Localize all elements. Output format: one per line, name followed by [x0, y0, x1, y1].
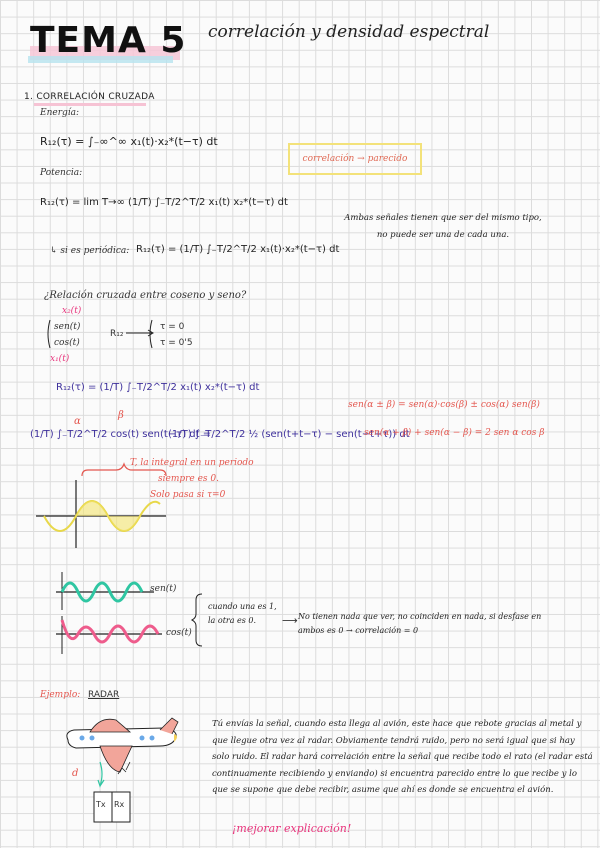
x1-label: x₁(t): [50, 354, 70, 364]
wave-cos-label: cos(t): [166, 628, 192, 638]
r12-equation-blue: R₁₂(τ) = (1/T) ∫₋T/2^T/2 x₁(t) x₂*(t−τ) dt: [56, 382, 260, 393]
airplane-icon: [60, 712, 190, 832]
cross-question: ¿Relación cruzada entre coseno y seno?: [44, 290, 247, 301]
big-equation-left: (1/T) ∫₋T/2^T/2 cos(t) sen(t−τ) dt =: [30, 429, 212, 440]
tx-label: Tx: [96, 800, 106, 809]
wave-conclusion-note: No tienen nada que ver, no coinciden en nada, si desfase en ambos es 0 → correlación = 0: [298, 612, 542, 635]
improve-note: ¡mejorar explicación!: [232, 822, 352, 835]
beta-label: β: [118, 410, 124, 421]
energia-label: Energía:: [40, 108, 80, 118]
r12-label: R₁₂: [110, 329, 124, 339]
section-heading: 1. CORRELACIÓN CRUZADA: [24, 92, 155, 102]
wave-arrow-icon: ⟶: [282, 614, 298, 627]
trig-identity-2: sen(α + β) + sen(α − β) = 2 sen α cos β: [364, 428, 545, 438]
example-label: Ejemplo:: [40, 690, 81, 700]
rx-label: Rx: [114, 800, 125, 809]
tau-half: τ = 0'5: [160, 338, 193, 348]
big-equation-right: (1/T) ∫₋T/2^T/2 ½ (sen(t+t−τ) − sen(t−t+τ)) dt: [168, 429, 410, 440]
period-note-1: T, la integral en un periodo: [130, 458, 254, 468]
cos-label: cos(t): [54, 338, 80, 348]
alpha-label: α: [74, 416, 81, 427]
x2-label: x₂(t): [62, 306, 82, 316]
period-note-2: siempre es 0.: [158, 474, 220, 484]
radar-explanation: Tú envías la señal, cuando esta llega al avión, este hace que rebote gracias al metal y que llegue otra vez al radar. Obviamente tendrá ruido, pero no será igual que si hay solo ruido. El radar hará correlación entre la señal que recibe todo el rato (el radar está continuamente recibiendo y enviando) si encuentra parecido entre lo que recibe y lo que se supone que debe recibir, asume que ahí es donde se encuentra el avión.: [212, 719, 593, 795]
signal-type-note: Ambas señales tienen que ser del mismo tipo, no puede ser una de cada una.: [344, 213, 542, 240]
potencia-equation: R₁₂(τ) = lim T→∞ (1/T) ∫₋T/2^T/2 x₁(t) x₂*(t−τ) dt: [40, 197, 288, 208]
wave-sen-label: sen(t): [150, 584, 177, 594]
periodic-equation: R₁₂(τ) = (1/T) ∫₋T/2^T/2 x₁(t)·x₂*(t−τ) dt: [136, 244, 340, 255]
potencia-label: Potencia:: [40, 168, 83, 178]
periodic-label: ↳ si es periódica:: [50, 246, 130, 256]
tau-zero: τ = 0: [160, 322, 185, 332]
trig-identity-1: sen(α ± β) = sen(α)·cos(β) ± cos(α) sen(β): [348, 400, 540, 410]
sen-label: sen(t): [54, 322, 81, 332]
energia-equation: R₁₂(τ) = ∫₋∞^∞ x₁(t)·x₂*(t−τ) dt: [40, 135, 218, 148]
example-name: RADAR: [88, 690, 120, 700]
distance-label: d: [72, 768, 79, 779]
page-title: TEMA 5: [30, 20, 187, 61]
page-subtitle: correlación y densidad espectral: [208, 22, 490, 42]
bracket-note: cuando una es 1, la otra es 0.: [208, 602, 277, 625]
correlation-note-box: correlación → parecido: [288, 143, 422, 175]
period-note-3: Solo pasa si τ=0: [150, 490, 226, 500]
